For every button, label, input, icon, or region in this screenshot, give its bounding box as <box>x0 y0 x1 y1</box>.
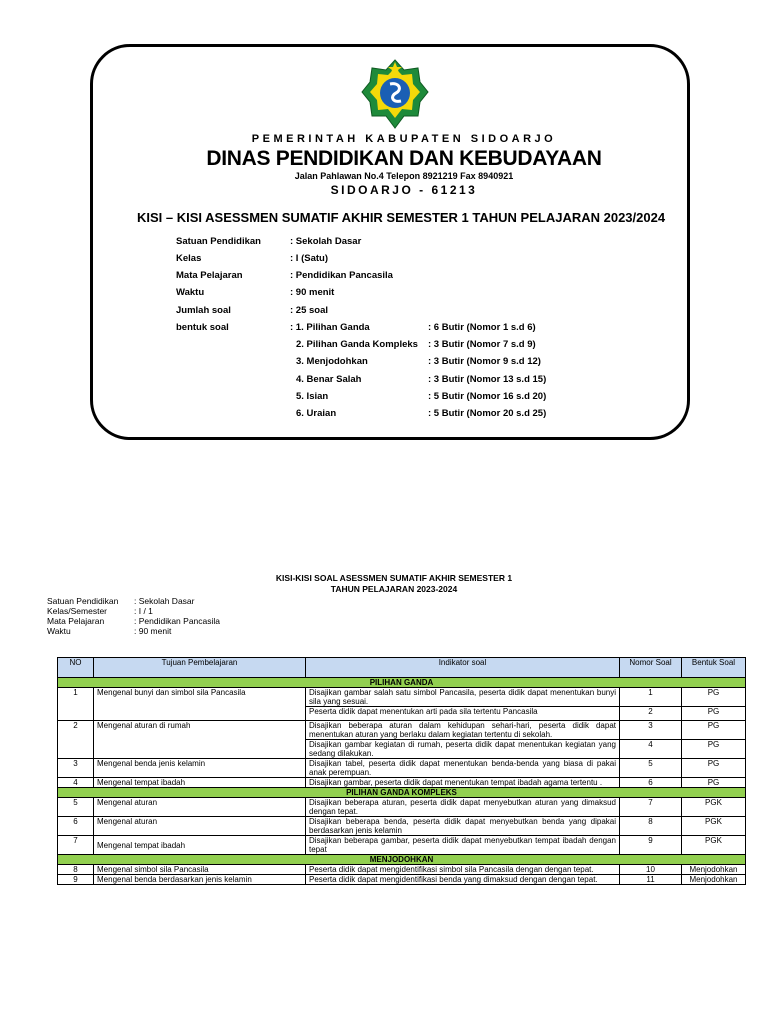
kisi-title: KISI – KISI ASESSMEN SUMATIF AKHIR SEMESTER 1 TAHUN PELAJARAN 2023/2024 <box>137 210 666 225</box>
bentuk-count: : 5 Butir (Nomor 16 s.d 20) <box>428 391 547 402</box>
cell-indikator: Disajikan gambar, peserta didik dapat menentukan tempat ibadah agama tertentu . <box>306 778 620 788</box>
info-label: Satuan Pendidikan <box>176 236 261 247</box>
table-row <box>58 817 746 836</box>
cell-nomor: 10 <box>620 865 682 875</box>
meta-label: Satuan Pendidikan <box>47 596 119 606</box>
section-row <box>58 788 746 798</box>
cell-tujuan: Mengenal aturan <box>94 817 306 836</box>
cell-no: 3 <box>58 759 94 778</box>
info-value: : 90 menit <box>290 287 335 298</box>
cell-tujuan: Mengenal tempat ibadah <box>94 836 306 855</box>
info-count: : 6 Butir (Nomor 1 s.d 6) <box>428 322 536 333</box>
info-label: Jumlah soal <box>176 305 231 316</box>
info-label: bentuk soal <box>176 322 229 333</box>
bentuk-count: : 3 Butir (Nomor 13 s.d 15) <box>428 374 547 385</box>
meta-label: Waktu <box>47 626 71 636</box>
section-pilihan-ganda-kompleks: PILIHAN GANDA KOMPLEKS <box>58 788 746 798</box>
cell-indikator: Disajikan beberapa benda, peserta didik dapat menyebutkan benda yang dipakai berdasarkan jenis kelamin <box>306 817 620 836</box>
cell-nomor: 4 <box>620 740 682 759</box>
bentuk-name: 4. Benar Salah <box>296 374 362 385</box>
cell-tujuan: Mengenal benda berdasarkan jenis kelamin <box>94 875 306 885</box>
cell-no: 8 <box>58 865 94 875</box>
cell-bentuk: PG <box>682 740 746 759</box>
info-label: Waktu <box>176 287 205 298</box>
bentuk-name: 3. Menjodohkan <box>296 356 368 367</box>
bentuk-name: 2. Pilihan Ganda Kompleks <box>296 339 418 350</box>
cell-tujuan: Mengenal benda jenis kelamin <box>94 759 306 778</box>
gov-title: PEMERINTAH KABUPATEN SIDOARJO <box>251 133 557 145</box>
table-row <box>58 798 746 817</box>
city-postcode: SIDOARJO - 61213 <box>330 183 478 197</box>
cell-no: 4 <box>58 778 94 788</box>
sidoarjo-emblem-icon <box>360 58 430 130</box>
cell-tujuan: Mengenal aturan di rumah <box>94 721 306 759</box>
cell-nomor: 5 <box>620 759 682 778</box>
cell-indikator: Disajikan beberapa aturan, peserta didik dapat menyebutkan aturan yang dimaksud dengan tepat. <box>306 798 620 817</box>
cell-bentuk: PG <box>682 778 746 788</box>
bentuk-name: 5. Isian <box>296 391 329 402</box>
address: Jalan Pahlawan No.4 Telepon 8921219 Fax 8940921 <box>294 171 514 181</box>
cell-tujuan: Mengenal aturan <box>94 798 306 817</box>
info-value: : Sekolah Dasar <box>290 236 362 247</box>
dinas-title: DINAS PENDIDIKAN DAN KEBUDAYAAN <box>206 147 602 170</box>
cell-nomor: 6 <box>620 778 682 788</box>
bentuk-count: : 3 Butir (Nomor 7 s.d 9) <box>428 339 536 350</box>
cell-nomor: 1 <box>620 688 682 707</box>
cell-nomor: 8 <box>620 817 682 836</box>
bentuk-count: : 3 Butir (Nomor 9 s.d 12) <box>428 356 541 367</box>
cell-nomor: 11 <box>620 875 682 885</box>
kisi-table <box>57 657 746 885</box>
cell-indikator: Peserta didik dapat mengidentifikasi simbol sila Pancasila dengan dengan tepat. <box>306 865 620 875</box>
bentuk-count: : 5 Butir (Nomor 20 s.d 25) <box>428 408 547 419</box>
cell-no: 7 <box>58 836 94 855</box>
header-bentuk: Bentuk Soal <box>682 658 746 678</box>
meta-value: : Sekolah Dasar <box>134 596 195 606</box>
cell-no: 9 <box>58 875 94 885</box>
section-pilihan-ganda: PILIHAN GANDA <box>58 678 746 688</box>
cell-no: 5 <box>58 798 94 817</box>
info-value: : 25 soal <box>290 305 329 316</box>
cell-bentuk: PG <box>682 759 746 778</box>
cell-nomor: 3 <box>620 721 682 740</box>
cell-nomor: 2 <box>620 707 682 721</box>
cell-indikator: Disajikan tabel, peserta didik dapat menentukan benda-benda yang biasa di pakai anak perempuan. <box>306 759 620 778</box>
cell-nomor: 7 <box>620 798 682 817</box>
cell-bentuk: Menjodohkan <box>682 875 746 885</box>
header-nomor: Nomor Soal <box>620 658 682 678</box>
cell-bentuk: PGK <box>682 817 746 836</box>
table-row <box>58 865 746 875</box>
header-indikator: Indikator soal <box>306 658 620 678</box>
cell-bentuk: Menjodohkan <box>682 865 746 875</box>
cell-no: 2 <box>58 721 94 759</box>
section2-title-2: TAHUN PELAJARAN 2023-2024 <box>330 584 458 594</box>
cell-nomor: 9 <box>620 836 682 855</box>
meta-label: Mata Pelajaran <box>47 616 105 626</box>
cell-indikator: Peserta didik dapat menentukan arti pada sila tertentu Pancasila <box>306 707 620 721</box>
cell-bentuk: PG <box>682 688 746 707</box>
meta-value: : 90 menit <box>134 626 172 636</box>
meta-value: : Pendidikan Pancasila <box>134 616 221 626</box>
cell-indikator: Disajikan gambar kegiatan di rumah, peserta didik dapat menentukan kegiatan yang sedang dilakukan. <box>306 740 620 759</box>
info-value: : I (Satu) <box>290 253 328 264</box>
cell-tujuan: Mengenal bunyi dan simbol sila Pancasila <box>94 688 306 721</box>
cell-tujuan: Mengenal tempat ibadah <box>94 778 306 788</box>
cell-no: 6 <box>58 817 94 836</box>
table-row <box>58 721 746 740</box>
cell-bentuk: PG <box>682 707 746 721</box>
table-header-row <box>58 658 746 678</box>
table-row <box>58 836 746 855</box>
cell-indikator: Disajikan beberapa aturan dalam kehidupan sehari-hari, peserta didik dapat menentukan aturan yang berlaku dalam kegiatan tertentu di sekolah. <box>306 721 620 740</box>
section-row <box>58 678 746 688</box>
header-no: NO <box>58 658 94 678</box>
table-row <box>58 875 746 885</box>
meta-label: Kelas/Semester <box>47 606 107 616</box>
section-row <box>58 855 746 865</box>
table-row <box>58 688 746 707</box>
cell-indikator: Disajikan beberapa gambar, peserta didik dapat menyebutkan tempat ibadah dengan tepat <box>306 836 620 855</box>
table-row <box>58 778 746 788</box>
cell-bentuk: PG <box>682 721 746 740</box>
bentuk-name: 6. Uraian <box>296 408 337 419</box>
cell-indikator: Peserta didik dapat mengidentifikasi benda yang dimaksud dengan dengan tepat. <box>306 875 620 885</box>
table-row <box>58 759 746 778</box>
cell-bentuk: PGK <box>682 798 746 817</box>
meta-value: : I / 1 <box>134 606 153 616</box>
info-label: Kelas <box>176 253 202 264</box>
info-value: : Pendidikan Pancasila <box>290 270 393 281</box>
section2-title-1: KISI-KISI SOAL ASESSMEN SUMATIF AKHIR SEMESTER 1 <box>275 573 513 583</box>
header-tujuan: Tujuan Pembelajaran <box>94 658 306 678</box>
cell-indikator: Disajikan gambar salah satu simbol Pancasila, peserta didik dapat menentukan bunyi sila yang sesuai. <box>306 688 620 707</box>
info-label: Mata Pelajaran <box>176 270 243 281</box>
section-menjodohkan: MENJODOHKAN <box>58 855 746 865</box>
cell-tujuan: Mengenal simbol sila Pancasila <box>94 865 306 875</box>
info-value: : 1. Pilihan Ganda <box>290 322 370 333</box>
cell-bentuk: PGK <box>682 836 746 855</box>
cell-no: 1 <box>58 688 94 721</box>
